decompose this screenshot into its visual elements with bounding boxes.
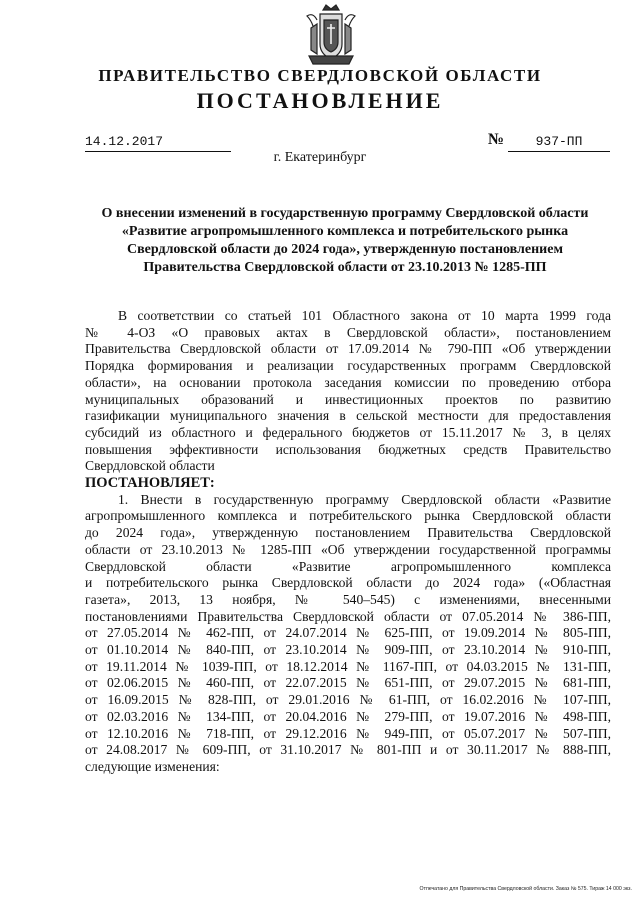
- item-line: от 27.05.2014 № 462-ПП, от 24.07.2014 № 625-ПП, от 19.09.2014 № 805-ПП,: [85, 625, 611, 641]
- document-heading: [70, 205, 620, 277]
- preamble-line: повышения эффективности использования бюджетных средств Правительство: [85, 441, 611, 457]
- item-line: от 24.08.2017 № 609-ПП, от 31.10.2017 № 801-ПП и от 30.11.2017 № 888-ПП,: [85, 742, 611, 758]
- item-line: постановлениями Правительства Свердловской области от 07.05.2014 № 386-ПП,: [85, 608, 611, 624]
- document-kind: ПОСТАНОВЛЕНИЕ: [196, 88, 444, 113]
- preamble-line: Правительства Свердловской области от 17.09.2014 № 790-ПП «Об утверждении: [85, 341, 611, 357]
- preamble-line: области», на основании протокола заседания комиссии по проведению отбора: [85, 374, 611, 390]
- resolves-label: ПОСТАНОВЛЯЕТ:: [85, 475, 215, 492]
- preamble-line: газификации муниципального значения в сельской местности для предоставления: [85, 408, 611, 424]
- city: г. Екатеринбург: [273, 150, 367, 165]
- item-line: и потребительского рынка Свердловской области до 2024 года» («Областная: [85, 575, 611, 591]
- document-number: 937-ПП: [508, 133, 610, 152]
- preamble-line: Свердловской области: [85, 458, 215, 474]
- item-line: от 01.10.2014 № 840-ПП, от 23.10.2014 № 909-ПП, от 23.10.2014 № 910-ПП,: [85, 642, 611, 658]
- item-line: от 16.09.2015 № 828-ПП, от 29.01.2016 № 61-ПП, от 16.02.2016 № 107-ПП,: [85, 692, 611, 708]
- preamble-line: № 4-ОЗ «О правовых актах в Свердловской области», постановлением: [85, 324, 611, 340]
- item-line: следующие изменения:: [85, 758, 220, 774]
- number-label: №: [488, 131, 505, 148]
- item-line: от 12.10.2016 № 718-ПП, от 29.12.2016 № 949-ПП, от 05.07.2017 № 507-ПП,: [85, 725, 611, 741]
- coat-of-arms-icon: [303, 4, 359, 68]
- item-line: Свердловской области «Развитие агропромышленного комплекса: [85, 558, 611, 574]
- item-line: агропромышленного комплекса и потребительского рынка Свердловской области: [85, 508, 611, 524]
- print-imprint: Отпечатано для Правительства Свердловской области. Заказ № 575. Тираж 14 000 экз.: [419, 886, 632, 892]
- item-line: до 2024 года», утвержденную постановлением Правительства Свердловской: [85, 525, 611, 541]
- item-line: области от 23.10.2013 № 1285-ПП «Об утверждении государственной программы: [85, 541, 611, 557]
- document-body: [85, 308, 611, 776]
- document-date: 14.12.2017: [85, 133, 231, 152]
- heading-line: Свердловской области до 2024 года», утвержденную постановлением: [127, 242, 563, 257]
- item-line: от 02.06.2015 № 460-ПП, от 22.07.2015 № 651-ПП, от 29.07.2015 № 681-ПП,: [85, 675, 611, 691]
- government-title: ПРАВИТЕЛЬСТВО СВЕРДЛОВСКОЙ ОБЛАСТИ: [98, 66, 542, 85]
- heading-line: Правительства Свердловской области от 23.10.2013 № 1285-ПП: [143, 260, 547, 275]
- preamble-line: В соответствии со статьей 101 Областного закона от 10 марта 1999 года: [118, 308, 611, 323]
- heading-line: «Развитие агропромышленного комплекса и потребительского рынка: [121, 224, 569, 239]
- preamble-line: муниципальных образований и инвестиционных проектов по развитию: [85, 391, 611, 407]
- item-line: от 19.11.2014 № 1039-ПП, от 18.12.2014 № 1167-ПП, от 04.03.2015 № 131-ПП,: [85, 658, 611, 674]
- preamble-line: Порядка формирования и реализации государственных программ Свердловской: [85, 358, 611, 374]
- item-line: от 02.03.2016 № 134-ПП, от 20.04.2016 № 279-ПП, от 19.07.2016 № 498-ПП,: [85, 708, 611, 724]
- item-line: 1. Внести в государственную программу Свердловской области «Развитие: [118, 491, 611, 507]
- heading-line: О внесении изменений в государственную программу Свердловской области: [101, 206, 589, 221]
- item-line: газета», 2013, 13 ноября, № 540–545) с изменениями, внесенными: [85, 591, 611, 607]
- preamble-line: субсидий из областного и федерального бюджетов от 15.11.2017 № 3, в целях: [85, 424, 611, 440]
